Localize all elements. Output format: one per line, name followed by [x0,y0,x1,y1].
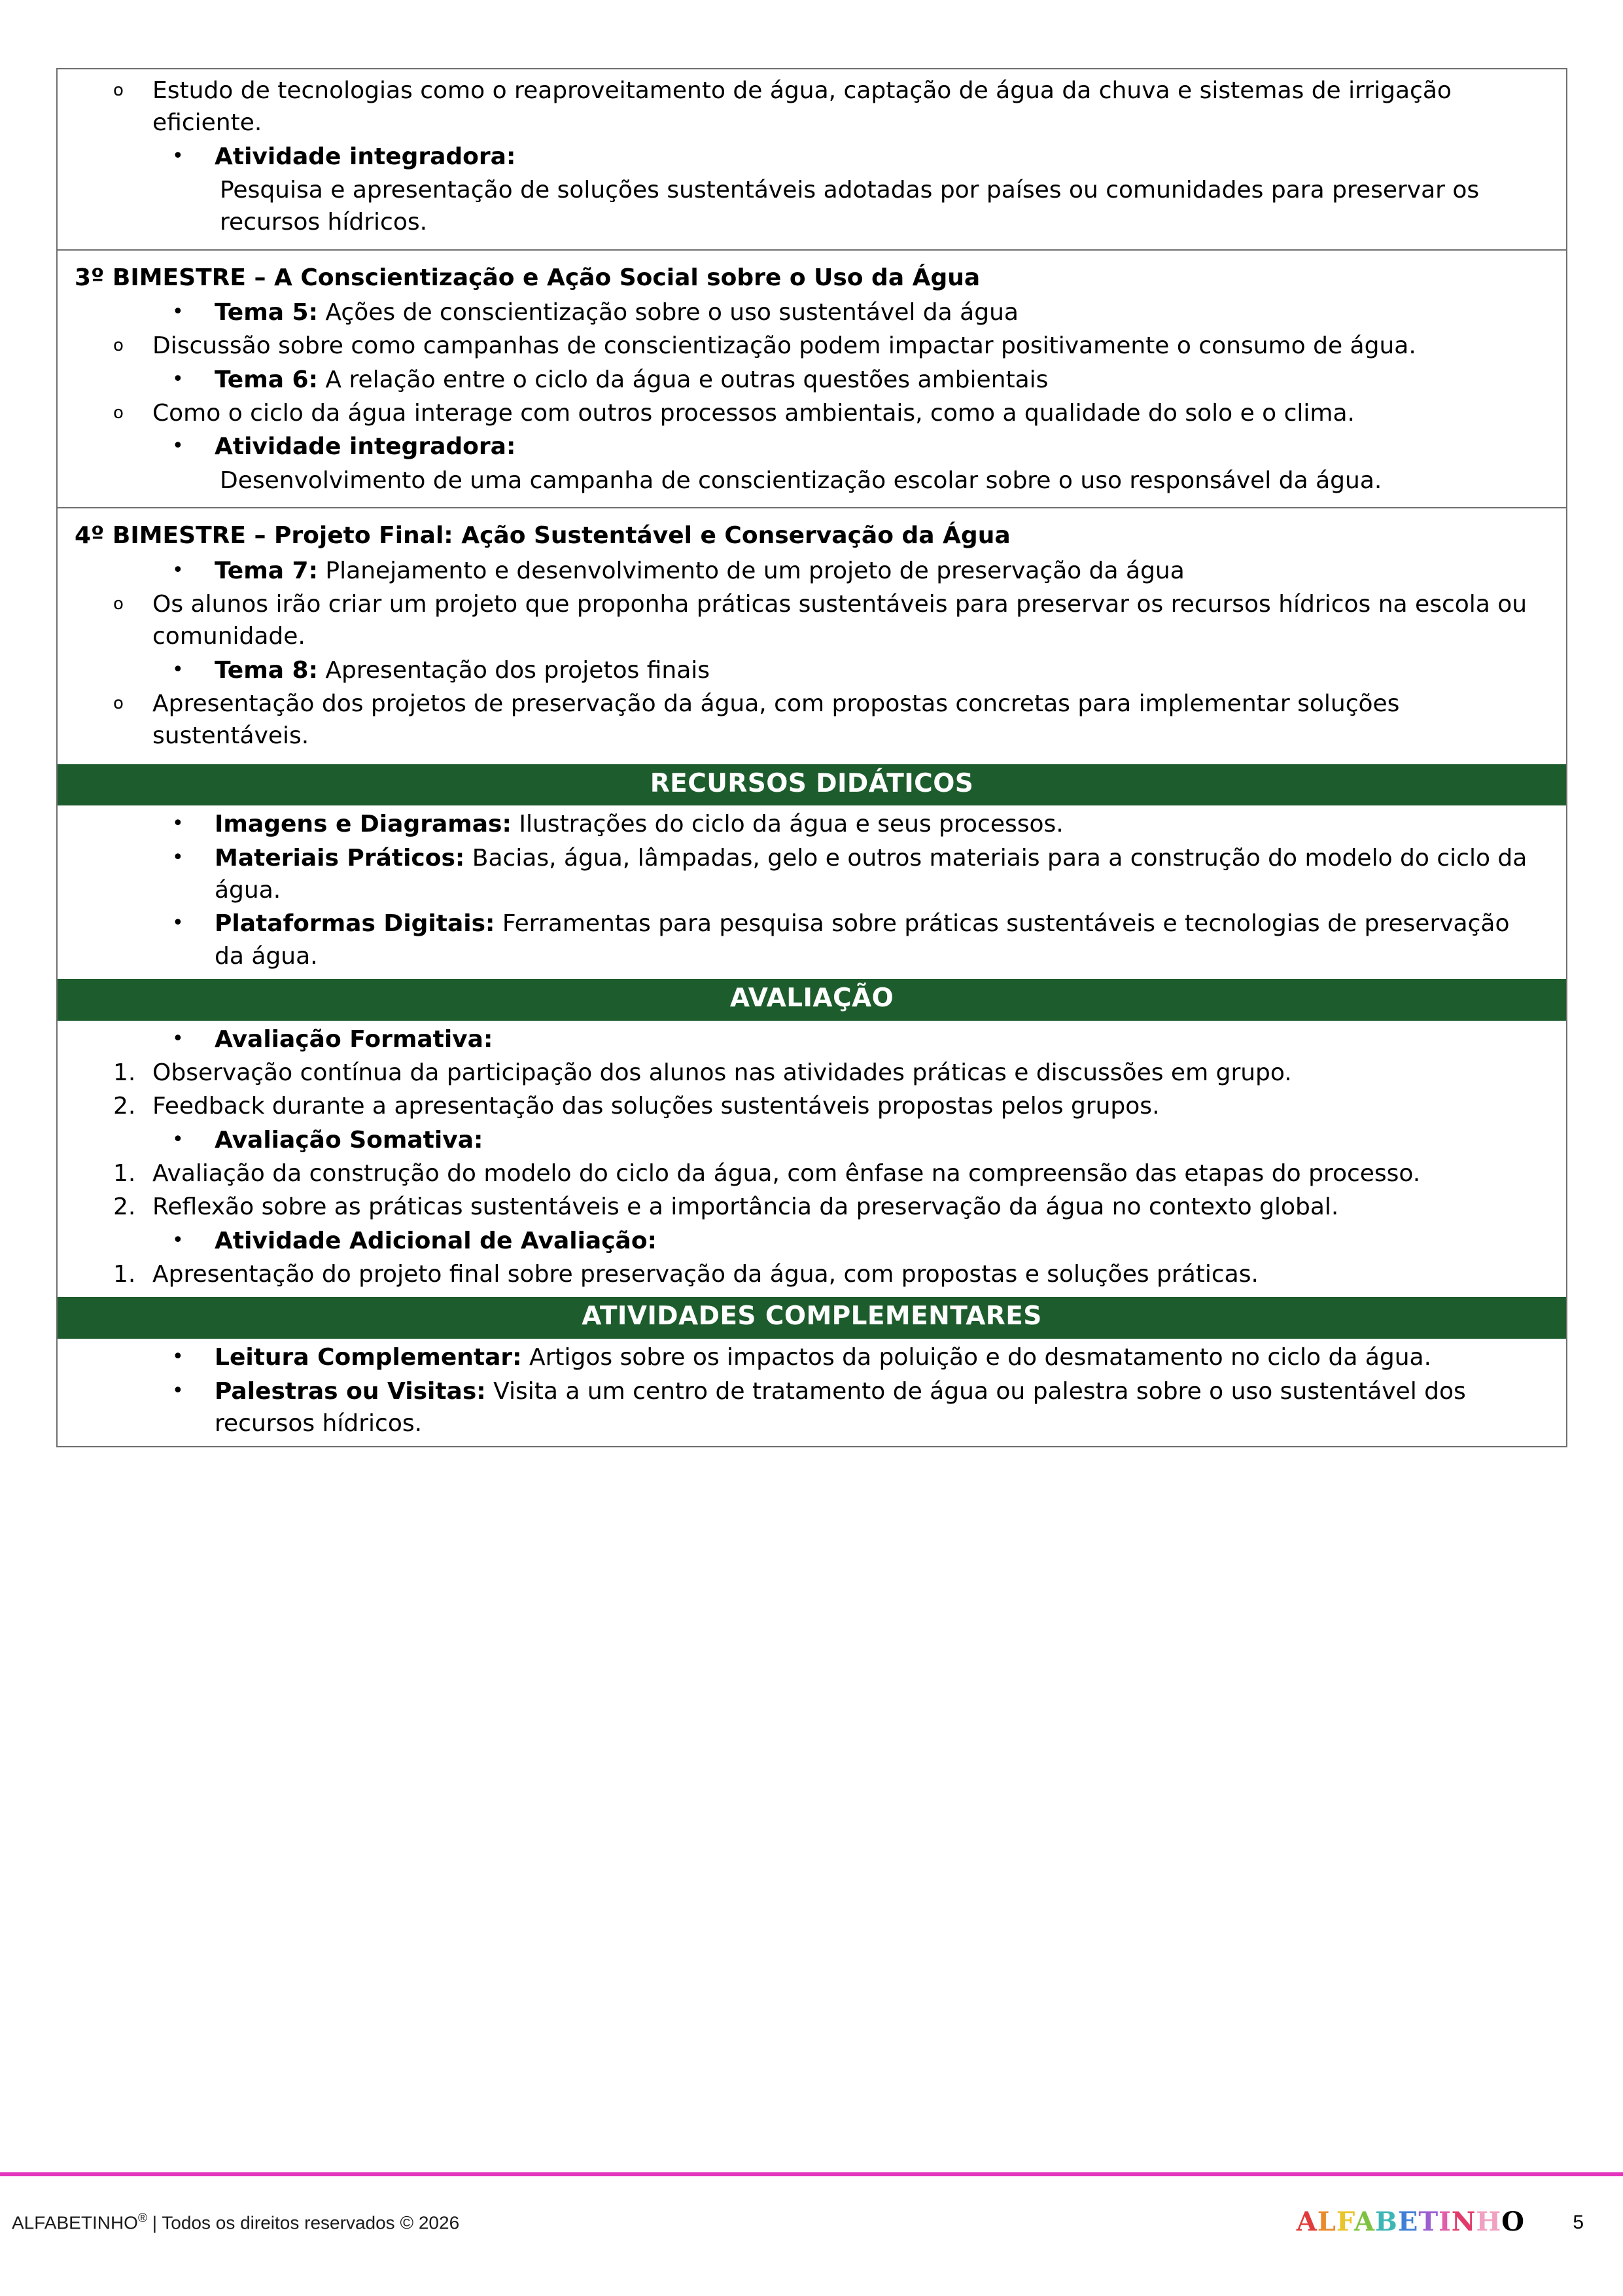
list-item-text: Discussão sobre como campanhas de conscientização podem impactar positivamente o consumo de água. [152,332,1416,360]
list-item-label: Imagens e Diagramas: [215,811,512,838]
list-item-label: Palestras ou Visitas: [215,1377,486,1405]
footer-divider [0,2172,1623,2176]
numbered-list-somativa [58,1157,1566,1224]
disc-bullet-icon: • [172,658,184,681]
tema-label: Tema 8: [215,656,318,684]
numbered-list-formativa [58,1057,1566,1123]
sublist-tema-5 [58,330,1566,362]
list-item-text: Os alunos irão criar um projeto que proponha práticas sustentáveis para preservar os recursos hídricos na escola ou comunidade. [152,590,1527,650]
list-item-label: Avaliação Somativa: [215,1126,483,1154]
block-continuation [58,69,1566,251]
list-item-text: Estudo de tecnologias como o reaproveitamento de água, captação de água da chuva e sistemas de irrigação eficiente. [152,77,1452,137]
list-item [58,1225,1566,1257]
list-item: Observação contínua da participação dos alunos nas atividades práticas e discussões em grupo. [152,1059,1292,1087]
tema-text: Apresentação dos projetos finais [317,656,710,684]
list-item [58,330,1566,362]
sublist-tema-8 [58,688,1566,752]
list-item-label: Materiais Práticos: [215,844,465,872]
block-complementares [58,1339,1566,1446]
circle-bullet-icon: o [113,80,124,100]
sublist-continuation [58,75,1566,139]
list-item [58,397,1566,429]
lesson-plan-table [56,68,1567,1447]
disc-bullet-icon: • [172,300,184,324]
list-item [58,75,1566,139]
tema-label: Tema 7: [215,557,318,584]
disc-bullet-icon: • [172,144,184,168]
block-title: 4º BIMESTRE – Projeto Final: Ação Sustentável e Conservação da Água [75,522,1011,550]
list-tema-7 [58,555,1566,587]
block-bimestre-3 [58,251,1566,508]
block-avaliacao [58,1021,1566,1298]
list-item [58,588,1566,653]
list-item-text: Visita a um centro de tratamento de água ou palestra sobre o uso sustentável dos recursos hídricos. [215,1377,1466,1437]
disc-bullet-icon: • [172,1228,184,1252]
list-item-label: Leitura Complementar: [215,1344,522,1371]
list-tema-6 [58,364,1566,396]
list-item-text: Ilustrações do ciclo da água e seus processos. [511,811,1064,838]
tema-text: Ações de conscientização sobre o uso sustentável da água [317,299,1019,327]
page-number: 5 [1573,2212,1584,2233]
footer-rights: | Todos os direitos reservados © 2026 [147,2212,460,2233]
list-item [58,364,1566,396]
list-item [58,1375,1566,1440]
circle-bullet-icon: o [113,693,124,713]
list-item [58,808,1566,840]
disc-bullet-icon: • [172,1345,184,1369]
list-item [58,1023,1566,1055]
disc-bullet-icon: • [172,911,184,935]
list-recursos [58,808,1566,972]
section-header-recursos: RECURSOS DIDÁTICOS [58,764,1566,806]
sublist-tema-6 [58,397,1566,429]
list-item [58,1124,1566,1156]
list-tema-8 [58,654,1566,686]
circle-bullet-icon: o [113,593,124,614]
list-item [58,1341,1566,1373]
tema-label: Tema 6: [215,366,318,393]
disc-bullet-icon: • [172,812,184,836]
list-item [58,688,1566,752]
tema-text: Planejamento e desenvolvimento de um projeto de preservação da água [317,557,1185,584]
section-header-complementares: ATIVIDADES COMPLEMENTARES [58,1297,1566,1339]
block-bimestre-4 [58,508,1566,764]
list-item [58,654,1566,686]
list-item-text: Desenvolvimento de uma campanha de conscientização escolar sobre o uso responsável da água. [220,467,1382,494]
list-item [58,555,1566,587]
disc-bullet-icon: • [172,558,184,582]
circle-bullet-icon: o [113,336,124,356]
list-item [58,908,1566,972]
circle-bullet-icon: o [113,403,124,423]
list-item-text: Artigos sobre os impactos da poluição e do desmatamento no ciclo da água. [521,1344,1432,1371]
registered-icon: ® [137,2212,147,2225]
list-complementares [58,1341,1566,1439]
disc-bullet-icon: • [172,1127,184,1151]
list-item-label: Atividade integradora: [215,433,516,461]
list-item-text: Bacias, água, lâmpadas, gelo e outros materiais para a construção do modelo do ciclo da água. [215,844,1527,904]
alfabetinho-logo: ALFABETINHO [1296,2206,1525,2237]
list-item [58,842,1566,907]
list-item [58,296,1566,328]
list-item-label: Plataformas Digitais: [215,910,495,938]
list-item-text: Apresentação dos projetos de preservação da água, com propostas concretas para implementar soluções sustentáveis. [152,690,1400,750]
list-bimestre-3 [58,296,1566,328]
disc-bullet-icon: • [172,845,184,869]
list-item [58,141,1566,173]
tema-text: A relação entre o ciclo da água e outras questões ambientais [317,366,1049,393]
list-item-label: Avaliação Formativa: [215,1025,493,1053]
list-item [58,431,1566,463]
numbered-list-adicional [58,1258,1566,1290]
disc-bullet-icon: • [172,1379,184,1402]
list-item-text: Ferramentas para pesquisa sobre práticas sustentáveis e tecnologias de preservação da água. [215,910,1510,970]
list-continuation [58,141,1566,173]
footer-brand: ALFABETINHO [12,2212,138,2233]
list-item: Feedback durante a apresentação das soluções sustentáveis propostas pelos grupos. [152,1093,1160,1120]
list-item: Avaliação da construção do modelo do ciclo da água, com ênfase na compreensão das etapas do processo. [152,1160,1421,1188]
list-item-text: Como o ciclo da água interage com outros processos ambientais, como a qualidade do solo e o clima. [152,400,1355,427]
list-item: Apresentação do projeto final sobre preservação da água, com propostas e soluções práticas. [152,1261,1259,1288]
list-item: Reflexão sobre as práticas sustentáveis e a importância da preservação da água no contexto global. [152,1193,1339,1221]
list-item-label: Atividade Adicional de Avaliação: [215,1227,657,1254]
block-title: 3º BIMESTRE – A Conscientização e Ação Social sobre o Uso da Água [75,264,981,291]
list-avaliacao-formativa [58,1023,1566,1055]
footer-copyright [12,2212,459,2233]
list-item-text: Pesquisa e apresentação de soluções sustentáveis adotadas por países ou comunidades para preservar os recursos hídricos. [220,176,1480,236]
list-atividade-adicional [58,1225,1566,1257]
sublist-tema-7 [58,588,1566,653]
list-atividade-integradora [58,431,1566,463]
list-item-label: Atividade integradora: [215,143,516,170]
list-avaliacao-somativa [58,1124,1566,1156]
block-recursos [58,805,1566,979]
disc-bullet-icon: • [172,434,184,458]
section-header-avaliacao: AVALIAÇÃO [58,979,1566,1021]
disc-bullet-icon: • [172,367,184,391]
tema-label: Tema 5: [215,299,318,327]
disc-bullet-icon: • [172,1027,184,1050]
page-footer [0,2205,1623,2251]
